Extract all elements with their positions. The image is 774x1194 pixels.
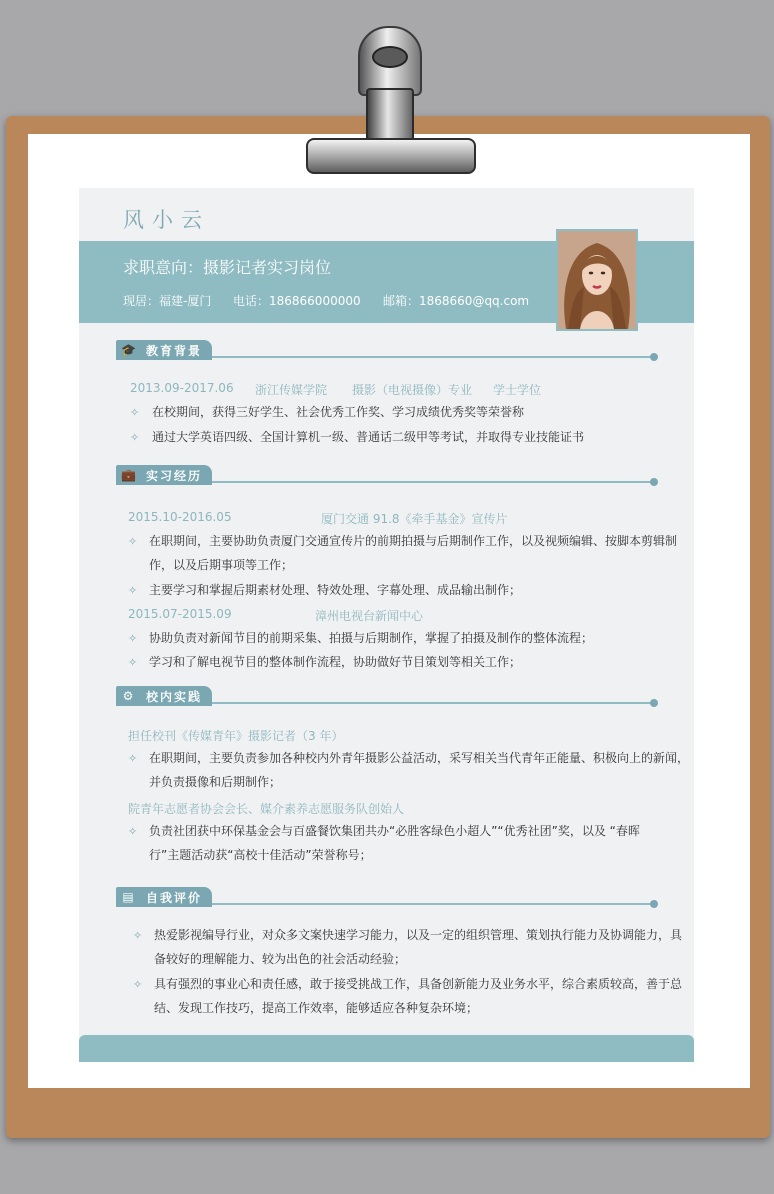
section-divider xyxy=(212,356,654,358)
job2-bullet-2: 学习和了解电视节目的整体制作流程，协助做好节目策划等相关工作； xyxy=(149,655,522,669)
self-bullet-1-line-1: 热爱影视编导行业，对众多文案快速学习能力，以及一定的组织管理、策划执行能力及协调能力，具 xyxy=(154,928,683,942)
section-tab xyxy=(116,686,212,706)
binder-clip-neck xyxy=(366,88,414,144)
campus-role-2-bullet-line-2: 行”主题活动获“高校十佳活动”荣誉称号； xyxy=(149,848,372,862)
campus-role-1: 担任校刊《传媒青年》摄影记者（3 年） xyxy=(128,729,344,743)
edu-bullet-2: 通过大学英语四级、全国计算机一级、普通话二级甲等考试，并取得专业技能证书 xyxy=(152,430,585,444)
section-tab xyxy=(116,465,212,485)
profile-photo xyxy=(556,229,638,331)
bullet-icon: ✧ xyxy=(133,929,143,942)
section-divider xyxy=(212,702,654,704)
portrait-image xyxy=(558,231,636,329)
residence: 现居：福建-厦门 xyxy=(123,294,212,308)
binder-clip-hole xyxy=(372,46,408,68)
section-tab xyxy=(116,340,212,360)
job-intent: 求职意向：摄影记者实习岗位 xyxy=(123,258,332,277)
job1-bullet-2: 主要学习和掌握后期素材处理、特效处理、字幕处理、成品输出制作； xyxy=(149,583,522,597)
bullet-icon: ✧ xyxy=(130,431,140,444)
section-dot xyxy=(650,900,658,908)
bullet-icon: ✧ xyxy=(128,632,138,645)
campus-role-2-bullet-line-1: 负责社团获中环保基金会与百盛餐饮集团共办“必胜客绿色小超人”“优秀社团”奖，以及 “春晖 xyxy=(149,824,640,838)
briefcase-icon: 💼 xyxy=(121,468,136,482)
section-education xyxy=(116,340,656,360)
bullet-icon: ✧ xyxy=(130,406,140,419)
edu-degree: 学士学位 xyxy=(493,383,542,397)
edu-school: 浙江传媒学院 xyxy=(255,383,328,397)
bullet-icon: ✧ xyxy=(128,656,138,669)
job1-bullet-1-line-1: 在职期间，主要协助负责厦门交通宣传片的前期拍摄与后期制作工作，以及视频编辑、按脚本剪辑制 xyxy=(149,534,678,548)
bullet-icon: ✧ xyxy=(133,978,143,991)
section-campus xyxy=(116,686,656,706)
job2-title: 漳州电视台新闻中心 xyxy=(315,609,424,623)
section-internship xyxy=(116,465,656,485)
section-dot xyxy=(650,699,658,707)
resume-name: 风小云 xyxy=(123,208,210,232)
section-label: 自我评价 xyxy=(146,891,203,905)
edu-date: 2013.09-2017.06 xyxy=(130,381,234,395)
job2-date: 2015.07-2015.09 xyxy=(128,607,232,621)
section-divider xyxy=(212,481,654,483)
self-bullet-2-line-2: 结、发现工作技巧，提高工作效率，能够适应各种复杂环境； xyxy=(154,1001,479,1015)
document-icon: ▤ xyxy=(122,890,134,904)
bullet-icon: ✧ xyxy=(128,752,138,765)
bullet-icon: ✧ xyxy=(128,535,138,548)
binder-clip-base xyxy=(306,138,476,174)
edu-bullet-1: 在校期间，获得三好学生、社会优秀工作奖、学习成绩优秀奖等荣誉称 xyxy=(152,405,525,419)
job1-title: 厦门交通 91.8《牵手基金》宣传片 xyxy=(321,512,508,526)
job2-bullet-1: 协助负责对新闻节目的前期采集、拍摄与后期制作，掌握了拍摄及制作的整体流程； xyxy=(149,631,594,645)
section-label: 教育背景 xyxy=(146,344,203,358)
footer-band xyxy=(79,1035,694,1062)
campus-role-1-bullet-line-1: 在职期间，主要负责参加各种校内外青年摄影公益活动，采写相关当代青年正能量、积极向上的新闻， xyxy=(149,751,690,765)
job1-date: 2015.10-2016.05 xyxy=(128,510,232,524)
campus-role-1-bullet-line-2: 并负责摄像和后期制作； xyxy=(149,775,282,789)
section-label: 校内实践 xyxy=(146,690,203,704)
section-self-evaluation xyxy=(116,887,656,907)
graduation-cap-icon: 🎓 xyxy=(121,343,136,357)
section-divider xyxy=(212,903,654,905)
bullet-icon: ✧ xyxy=(128,825,138,838)
section-tab xyxy=(116,887,212,907)
resume xyxy=(79,188,694,1062)
section-label: 实习经历 xyxy=(146,469,203,483)
self-bullet-1-line-2: 备较好的理解能力、较为出色的社会活动经验； xyxy=(154,952,407,966)
phone: 电话：186866000000 xyxy=(233,294,361,308)
self-bullet-2-line-1: 具有强烈的事业心和责任感，敢于接受挑战工作，具备创新能力及业务水平，综合素质较高，善于总 xyxy=(154,977,683,991)
gear-icon: ⚙ xyxy=(122,689,134,703)
section-dot xyxy=(650,353,658,361)
bullet-icon: ✧ xyxy=(128,584,138,597)
email: 邮箱：1868660@qq.com xyxy=(383,294,530,308)
job1-bullet-1-line-2: 作，以及后期事项等工作； xyxy=(149,558,294,572)
campus-role-2: 院青年志愿者协会会长、媒介素养志愿服务队创始人 xyxy=(128,802,405,816)
section-dot xyxy=(650,478,658,486)
edu-major: 摄影（电视摄像）专业 xyxy=(352,383,473,397)
